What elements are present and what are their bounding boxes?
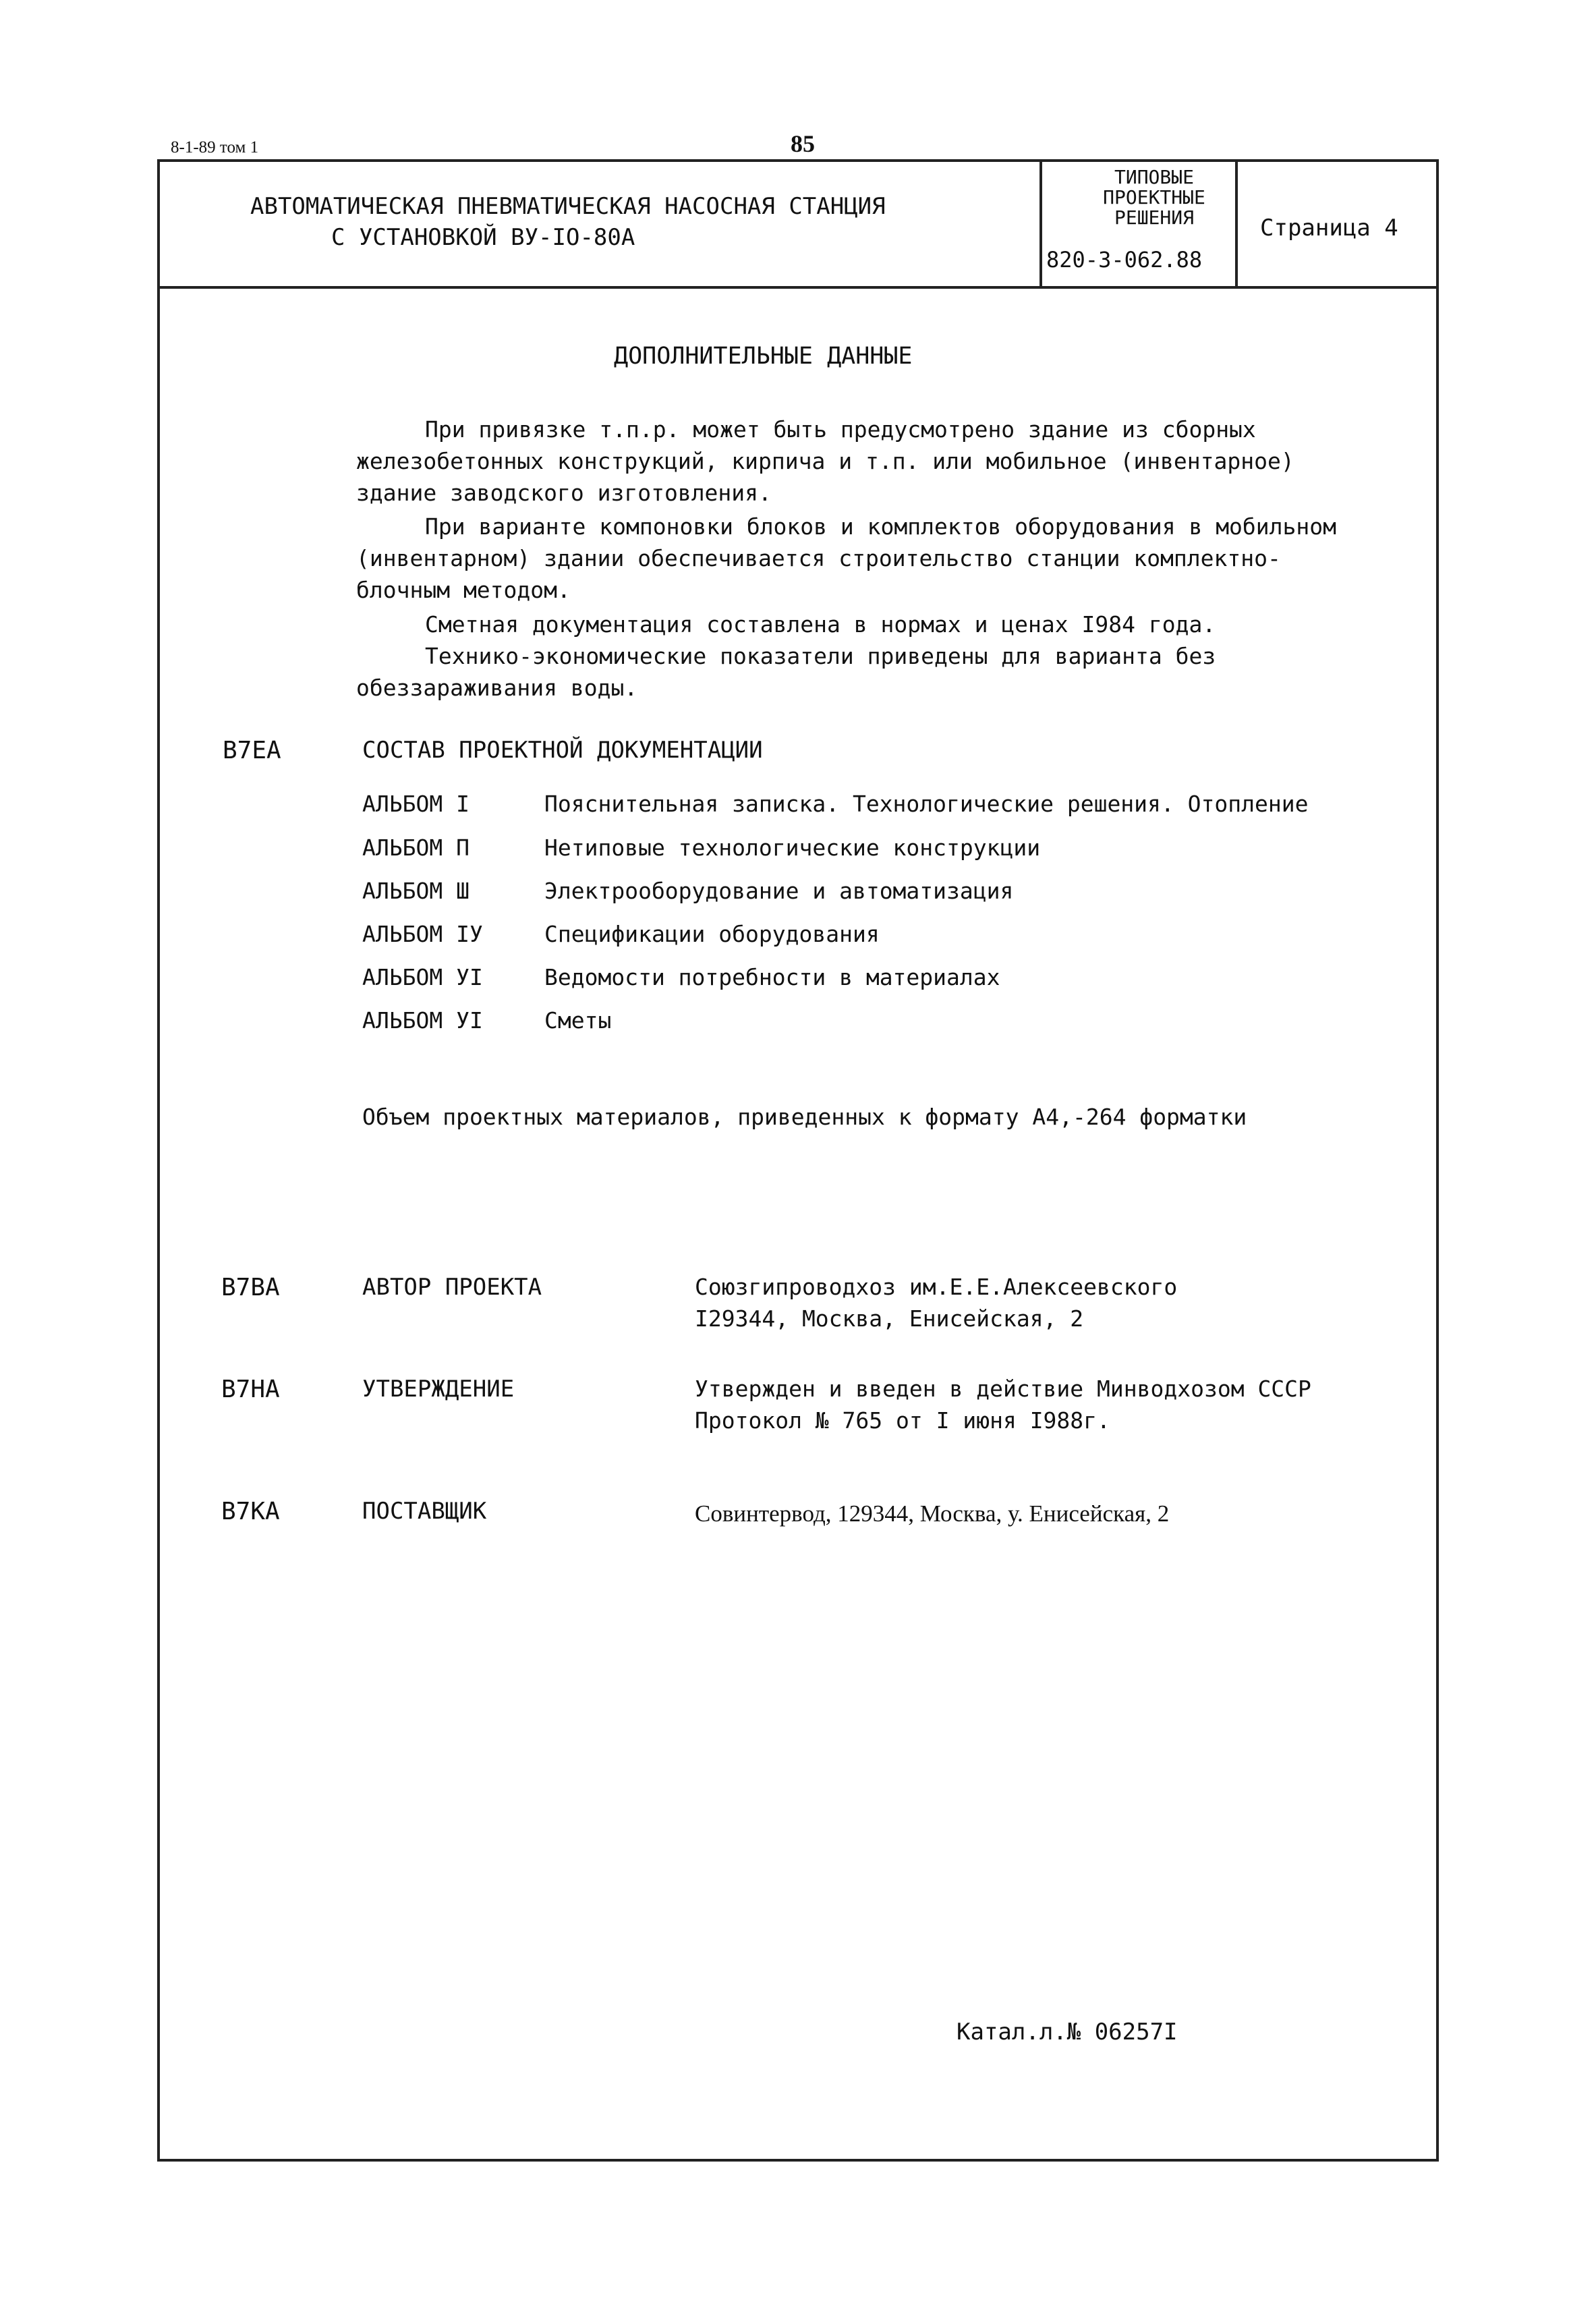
album-number: АЛЬБОМ УI xyxy=(362,964,483,990)
paragraph-economic-indicators: Технико-экономические показатели приведены для варианта без обеззараживания воды. xyxy=(356,643,1216,701)
album-row xyxy=(362,835,1040,861)
supplier-label: ПОСТАВЩИК xyxy=(362,1498,487,1525)
paragraph-estimate-prices: Сметная документация составлена в нормах и ценах I984 года. xyxy=(425,611,1216,638)
page-number: 85 xyxy=(791,130,815,157)
album-row xyxy=(362,791,1308,817)
author-label: АВТОР ПРОЕКТА xyxy=(362,1274,542,1301)
album-number: АЛЬБОМ Ш xyxy=(362,878,469,904)
approval-protocol: Протокол № 765 от I июня I988г. xyxy=(695,1407,1110,1434)
album-number: АЛЬБОМ I xyxy=(362,791,469,817)
paragraph-building-options: При привязке т.п.р. может быть предусмотрено здание из сборных железобетонных конструкций, кирпича и т.п. или мобильное (инвентарное) здание заводского изготовления. xyxy=(356,416,1294,506)
composition-title: СОСТАВ ПРОЕКТНОЙ ДОКУМЕНТАЦИИ xyxy=(362,737,763,764)
sheet-label: Страница 4 xyxy=(1260,215,1398,242)
author-code: В7ВА xyxy=(221,1274,280,1301)
album-description: Сметы xyxy=(544,1007,612,1034)
album-description: Пояснительная записка. Технологические решения. Отопление xyxy=(544,791,1309,817)
volume-statement: Объем проектных материалов, приведенных к формату А4,-264 форматки xyxy=(362,1104,1247,1130)
album-number: АЛЬБОМ IУ xyxy=(362,921,483,947)
project-title-line-1: АВТОМАТИЧЕСКАЯ ПНЕВМАТИЧЕСКАЯ НАСОСНАЯ СТАНЦИЯ xyxy=(250,193,886,220)
standard-design-label-line: ПРОЕКТНЫЕ xyxy=(1103,186,1205,208)
album-row xyxy=(362,1007,611,1034)
standard-design-label-line: ТИПОВЫЕ xyxy=(1114,166,1194,188)
album-description: Электрооборудование и автоматизация xyxy=(544,878,1014,904)
album-description: Нетиповые технологические конструкции xyxy=(544,835,1041,861)
title-block-divider xyxy=(1235,159,1238,286)
project-title-line-2: С УСТАНОВКОЙ ВУ-IO-80А xyxy=(331,224,635,251)
author-organization: Союзгипроводхоз им.Е.Е.Алексеевского xyxy=(695,1274,1178,1300)
standard-design-label-line: РЕШЕНИЯ xyxy=(1114,206,1194,229)
document-reference: 8-1-89 том 1 xyxy=(171,138,259,157)
author-address: I29344, Москва, Енисейская, 2 xyxy=(695,1305,1084,1332)
album-row xyxy=(362,964,1000,990)
series-number: 820-3-062.88 xyxy=(1046,247,1203,273)
approval-code: В7НА xyxy=(221,1376,280,1403)
title-block-divider xyxy=(1039,159,1042,286)
standard-design-label xyxy=(1073,167,1235,228)
supplier-code: В7КА xyxy=(221,1498,280,1525)
title-block xyxy=(157,159,1439,289)
album-number: АЛЬБОМ П xyxy=(362,835,469,861)
paragraph-mobile-building: При варианте компоновки блоков и комплектов оборудования в мобильном (инвентарном) здании обеспечивается строительство станции комплектно-блочным методом. xyxy=(356,513,1337,603)
album-row xyxy=(362,878,1013,904)
composition-code: В7ЕА xyxy=(223,737,281,764)
approval-label: УТВЕРЖДЕНИЕ xyxy=(362,1376,515,1403)
approval-text: Утвержден и введен в действие Минводхозом СССР xyxy=(695,1376,1311,1402)
supplier-details: Совинтервод, 129344, Москва, у. Енисейская, 2 xyxy=(695,1500,1170,1527)
catalog-reference: Катал.л.№ 06257I xyxy=(957,2019,1178,2046)
album-number: АЛЬБОМ УI xyxy=(362,1007,483,1034)
section-heading: ДОПОЛНИТЕЛЬНЫЕ ДАННЫЕ xyxy=(614,343,913,370)
album-row xyxy=(362,921,880,947)
album-description: Спецификации оборудования xyxy=(544,921,880,947)
album-description: Ведомости потребности в материалах xyxy=(544,964,1000,990)
